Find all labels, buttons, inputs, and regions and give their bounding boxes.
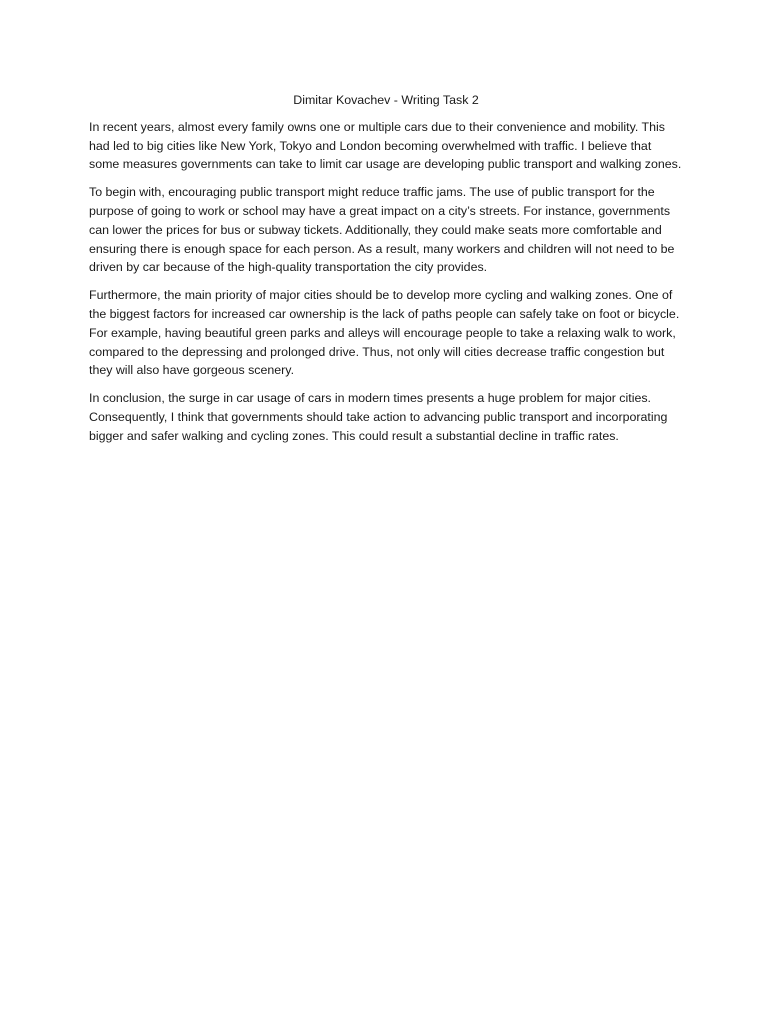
paragraph-public-transport: To begin with, encouraging public transport might reduce traffic jams. The use of public transport for the purpose of going to work or school may have a great impact on a city’s streets. For instance, governments can lower the prices for bus or subway tickets. Additionally, they could make seats more comfortable and ensuring there is enough space for each person. As a result, many workers and children will not need to be driven by car because of the high-quality transportation the city provides. [89,185,675,275]
document-body [89,91,683,455]
paragraph-walking-zones: Furthermore, the main priority of major cities should be to develop more cycling and walking zones. One of the biggest factors for increased car ownership is the lack of paths people can safely take on foot or bicycle. For example, having beautiful green parks and alleys will encourage people to take a relaxing walk to work, compared to the depressing and prolonged drive. Thus, not only will cities decrease traffic congestion but they will also have gorgeous scenery. [89,288,680,378]
document-title: Dimitar Kovachev - Writing Task 2 [293,93,479,107]
paragraph-conclusion: In conclusion, the surge in car usage of cars in modern times presents a huge problem for major cities. Consequently, I think that governments should take action to advancing public transport and incorporating bigger and safer walking and cycling zones. This could result a substantial decline in traffic rates. [89,391,668,443]
paragraph-introduction: In recent years, almost every family owns one or multiple cars due to their convenience and mobility. This had led to big cities like New York, Tokyo and London becoming overwhelmed with traffic. I believe that some measures governments can take to limit car usage are developing public transport and walking zones. [89,119,682,172]
